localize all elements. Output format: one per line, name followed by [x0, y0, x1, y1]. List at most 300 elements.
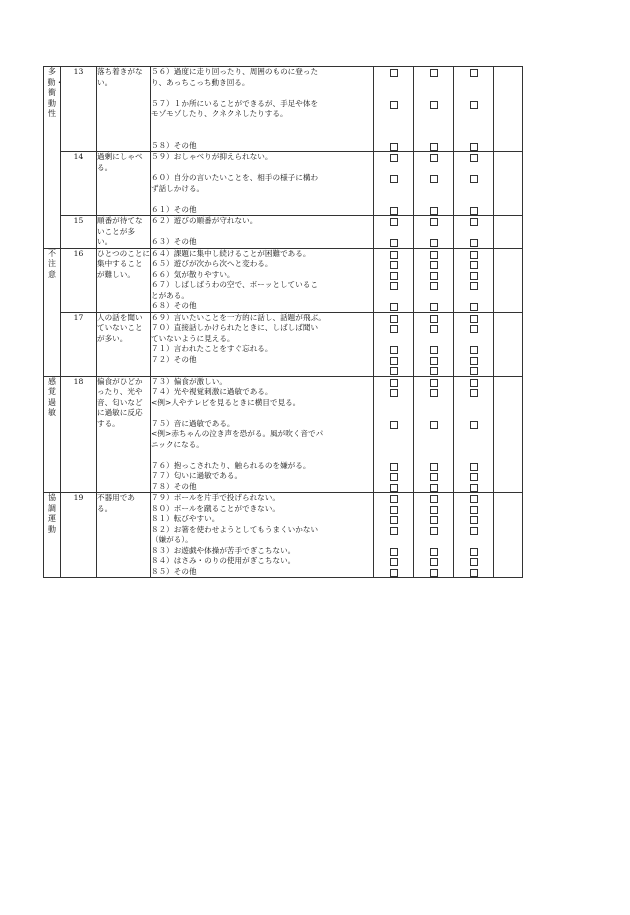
category-label: 感覚過敏 — [48, 376, 56, 417]
checkbox-line — [414, 280, 453, 291]
checkbox-line — [414, 535, 453, 546]
description-line: とがある。 — [151, 290, 189, 300]
item-description — [151, 67, 374, 152]
checkbox[interactable] — [390, 325, 398, 333]
checkbox[interactable] — [470, 282, 478, 290]
description-line: ６８）その他 — [151, 301, 197, 310]
checkbox-line — [454, 334, 493, 345]
description-line: ８４）はさみ・のりの使用がぎこちない。 — [151, 556, 296, 565]
description-line: ６９）言いたいことを一方的に話し、話題が飛ぶ。 — [151, 312, 326, 322]
checkbox[interactable] — [430, 251, 438, 259]
checkbox-line — [454, 216, 493, 227]
description-line: ８５）その他 — [151, 566, 197, 576]
checkbox[interactable] — [390, 473, 398, 481]
checkbox[interactable] — [470, 389, 478, 397]
table-row — [44, 216, 523, 249]
checkbox-line — [374, 387, 413, 398]
checkbox-line — [414, 525, 453, 536]
checkbox-line — [454, 556, 493, 567]
description-line: <例>人やテレビを見るときに横目で見る。 — [151, 397, 301, 407]
checkbox-column-2 — [414, 312, 454, 376]
checkbox-line — [414, 461, 453, 472]
description-line: ７０）直接話しかけられたときに、しばしば聞い — [151, 323, 319, 332]
description-line — [151, 120, 373, 131]
remarks-cell[interactable] — [494, 312, 523, 376]
table-row — [44, 376, 523, 493]
checkbox[interactable] — [390, 175, 398, 183]
checkbox-line — [374, 429, 413, 440]
checkbox[interactable] — [390, 389, 398, 397]
checkbox[interactable] — [430, 495, 438, 503]
checkbox[interactable] — [430, 473, 438, 481]
checkbox[interactable] — [390, 218, 398, 226]
checkbox-line — [414, 365, 453, 376]
checkbox[interactable] — [430, 548, 438, 556]
checkbox-line — [374, 88, 413, 99]
checkbox-line — [454, 259, 493, 270]
checkbox-column-1 — [374, 493, 414, 578]
description-line: ７１）言われたことをすぐ忘れる。 — [151, 344, 273, 353]
checkbox-line — [414, 237, 453, 248]
checkbox[interactable] — [470, 367, 478, 375]
checkbox[interactable] — [390, 239, 398, 247]
checkbox-line — [414, 78, 453, 89]
checkbox[interactable] — [390, 101, 398, 109]
checkbox-line — [414, 419, 453, 430]
checkbox-line — [454, 398, 493, 409]
checkbox-line — [454, 514, 493, 525]
item-number: 18 — [61, 376, 97, 493]
checkbox-line — [414, 504, 453, 515]
checkbox[interactable] — [470, 421, 478, 429]
checkbox-line — [374, 482, 413, 493]
checkbox[interactable] — [390, 569, 398, 577]
checkbox[interactable] — [430, 357, 438, 365]
description-line: ８０）ボールを蹴ることができない。 — [151, 503, 280, 513]
checkbox-line — [454, 194, 493, 205]
checkbox-line — [454, 493, 493, 504]
description-line: ６１）その他 — [151, 204, 197, 214]
item-description — [151, 493, 374, 578]
checkbox[interactable] — [390, 558, 398, 566]
checkbox[interactable] — [470, 516, 478, 524]
checkbox-line — [454, 471, 493, 482]
checkbox-line — [414, 429, 453, 440]
checkbox[interactable] — [390, 421, 398, 429]
checkbox[interactable] — [470, 272, 478, 280]
checkbox-line — [374, 173, 413, 184]
checkbox-column-2 — [414, 67, 454, 152]
checkbox-line — [414, 249, 453, 260]
checkbox-line — [454, 99, 493, 110]
description-line — [151, 130, 373, 141]
checkbox-line — [414, 387, 453, 398]
checkbox-line — [454, 419, 493, 430]
checkbox-line — [454, 130, 493, 141]
checkbox[interactable] — [470, 101, 478, 109]
checkbox-column-3 — [454, 493, 494, 578]
checkbox[interactable] — [430, 272, 438, 280]
checkbox-line — [374, 280, 413, 291]
checkbox-column-3 — [454, 312, 494, 376]
item-description — [151, 248, 374, 312]
checkbox[interactable] — [390, 346, 398, 354]
checkbox-line — [374, 334, 413, 345]
checkbox[interactable] — [430, 69, 438, 77]
description-line: ７３）偏食が激しい。 — [151, 376, 227, 386]
description-line: ７６）抱っこされたり、触られるのを嫌がる。 — [151, 460, 311, 470]
checkbox[interactable] — [390, 143, 398, 151]
checkbox[interactable] — [430, 207, 438, 215]
checkbox[interactable] — [430, 175, 438, 183]
checkbox[interactable] — [390, 69, 398, 77]
description-line: ７５）音に過敏である。 — [151, 418, 235, 428]
checkbox[interactable] — [470, 357, 478, 365]
checkbox-line — [374, 227, 413, 238]
checkbox[interactable] — [470, 506, 478, 514]
checkbox[interactable] — [430, 506, 438, 514]
item-number: 13 — [61, 67, 97, 152]
description-line: ５７）１か所にいることができるが、手足や体を — [151, 98, 319, 108]
checkbox[interactable] — [390, 272, 398, 280]
description-line: <例>赤ちゃんの泣き声を恐がる。風が吹く音でパ — [151, 429, 324, 438]
description-line: ていないように見える。 — [151, 333, 235, 343]
checkbox[interactable] — [470, 143, 478, 151]
checkbox[interactable] — [390, 516, 398, 524]
checkbox-line — [454, 482, 493, 493]
checkbox-line — [414, 408, 453, 419]
description-line: ５８）その他 — [151, 140, 197, 150]
description-line: ６４）課題に集中し続けることが困難である。 — [151, 248, 311, 258]
checkbox-column-2 — [414, 493, 454, 578]
checkbox-line — [414, 184, 453, 195]
checkbox-line — [414, 301, 453, 312]
checkbox-line — [374, 408, 413, 419]
checkbox-line — [414, 334, 453, 345]
checkbox[interactable] — [470, 379, 478, 387]
checkbox[interactable] — [390, 527, 398, 535]
checkbox-line — [374, 556, 413, 567]
description-line: ず話しかける。 — [151, 183, 205, 193]
description-line: ６６）気が散りやすい。 — [151, 269, 235, 279]
description-line: ７７）匂いに過敏である。 — [151, 471, 243, 480]
checkbox-line — [374, 461, 413, 472]
description-line — [151, 227, 373, 238]
checkbox-line — [414, 141, 453, 152]
checkbox-column-3 — [454, 67, 494, 152]
item-label: 偏食がひどかったり、光や音、匂いなどに過敏に反応する。 — [97, 376, 151, 493]
checkbox-line — [374, 535, 413, 546]
checkbox[interactable] — [470, 315, 478, 323]
item-number: 14 — [61, 152, 97, 216]
checkbox-line — [454, 387, 493, 398]
checkbox[interactable] — [390, 154, 398, 162]
checkbox-line — [414, 514, 453, 525]
remarks-cell[interactable] — [494, 376, 523, 493]
checkbox[interactable] — [470, 239, 478, 247]
description-line: ６０）自分の言いたいことを、相手の様子に構わ — [151, 173, 319, 182]
checkbox-line — [414, 216, 453, 227]
checkbox-line — [414, 450, 453, 461]
item-label: ひとつのことに集中することが難しい。 — [97, 248, 151, 312]
checkbox-line — [454, 535, 493, 546]
checkbox-line — [454, 461, 493, 472]
checkbox[interactable] — [390, 251, 398, 259]
checkbox[interactable] — [390, 315, 398, 323]
checkbox-line — [374, 365, 413, 376]
checkbox-line — [374, 419, 413, 430]
checkbox[interactable] — [470, 548, 478, 556]
checkbox-line — [414, 355, 453, 366]
checkbox[interactable] — [470, 484, 478, 492]
checkbox-column-3 — [454, 376, 494, 493]
remarks-cell[interactable] — [494, 248, 523, 312]
checkbox[interactable] — [470, 325, 478, 333]
checkbox-line — [454, 408, 493, 419]
checkbox[interactable] — [430, 389, 438, 397]
checkbox-line — [414, 546, 453, 557]
description-line: ６３）その他 — [151, 237, 197, 246]
checkbox-line — [374, 377, 413, 388]
checkbox[interactable] — [430, 154, 438, 162]
checkbox-line — [374, 205, 413, 216]
checkbox[interactable] — [390, 282, 398, 290]
description-line — [151, 194, 373, 205]
description-line: ７２）その他 — [151, 354, 197, 364]
checkbox-line — [374, 249, 413, 260]
checkbox[interactable] — [470, 463, 478, 471]
checkbox-line — [414, 163, 453, 174]
category-cell — [44, 67, 64, 249]
checkbox-line — [454, 78, 493, 89]
checkbox-line — [414, 173, 453, 184]
checkbox-line — [374, 344, 413, 355]
checkbox-line — [374, 194, 413, 205]
checkbox-line — [414, 291, 453, 302]
checkbox-line — [454, 504, 493, 515]
checkbox-line — [454, 88, 493, 99]
checkbox-line — [414, 270, 453, 281]
checkbox[interactable] — [470, 346, 478, 354]
checkbox[interactable] — [430, 101, 438, 109]
checkbox-line — [454, 184, 493, 195]
item-number: 16 — [61, 248, 97, 312]
item-number: 15 — [61, 216, 97, 249]
checkbox[interactable] — [430, 516, 438, 524]
checkbox-column-2 — [414, 248, 454, 312]
checkbox[interactable] — [390, 506, 398, 514]
checkbox-line — [414, 194, 453, 205]
checkbox[interactable] — [470, 569, 478, 577]
checkbox-line — [414, 440, 453, 451]
checkbox[interactable] — [390, 207, 398, 215]
checkbox-line — [454, 567, 493, 578]
checkbox[interactable] — [390, 463, 398, 471]
checkbox-line — [454, 120, 493, 131]
table-row — [44, 248, 523, 312]
item-label: 人の話を聞いていないことが多い。 — [97, 312, 151, 376]
checkbox[interactable] — [470, 69, 478, 77]
checkbox[interactable] — [390, 379, 398, 387]
item-description — [151, 152, 374, 216]
checkbox-line — [374, 141, 413, 152]
checkbox-line — [414, 482, 453, 493]
checkbox-line — [374, 514, 413, 525]
checkbox-line — [414, 205, 453, 216]
category-label: 多動・衝動性 — [47, 67, 64, 118]
checkbox-line — [414, 152, 453, 163]
checkbox[interactable] — [430, 484, 438, 492]
checkbox[interactable] — [430, 558, 438, 566]
checkbox[interactable] — [430, 463, 438, 471]
checkbox-line — [414, 120, 453, 131]
table-row — [44, 493, 523, 578]
checkbox[interactable] — [470, 495, 478, 503]
checkbox-line — [414, 313, 453, 324]
checkbox-line — [374, 78, 413, 89]
checkbox[interactable] — [430, 303, 438, 311]
description-line: ６２）遊びの順番が守れない。 — [151, 216, 258, 225]
description-line: ６７）しばしばうわの空で、ボーッとしているこ — [151, 280, 318, 289]
checkbox[interactable] — [470, 218, 478, 226]
checkbox-line — [374, 301, 413, 312]
item-label: 順番が待てないことが多い。 — [97, 216, 151, 249]
checkbox[interactable] — [430, 346, 438, 354]
checkbox-line — [454, 301, 493, 312]
checkbox-line — [414, 377, 453, 388]
checkbox[interactable] — [390, 357, 398, 365]
checkbox-line — [374, 567, 413, 578]
checkbox-line — [374, 323, 413, 334]
checkbox[interactable] — [470, 251, 478, 259]
checkbox-column-1 — [374, 67, 414, 152]
checkbox[interactable] — [430, 325, 438, 333]
checkbox-line — [454, 291, 493, 302]
checkbox[interactable] — [430, 569, 438, 577]
description-line: ７８）その他 — [151, 481, 197, 491]
checkbox-line — [454, 67, 493, 78]
checkbox[interactable] — [430, 218, 438, 226]
checkbox[interactable] — [470, 207, 478, 215]
description-line — [151, 365, 373, 376]
checkbox-column-1 — [374, 376, 414, 493]
checkbox[interactable] — [470, 303, 478, 311]
table-row — [44, 312, 523, 376]
checkbox[interactable] — [390, 303, 398, 311]
checkbox-line — [374, 504, 413, 515]
checkbox-line — [414, 567, 453, 578]
checkbox-line — [374, 216, 413, 227]
checkbox-line — [374, 493, 413, 504]
item-description — [151, 376, 374, 493]
item-description — [151, 312, 374, 376]
checkbox-line — [374, 355, 413, 366]
remarks-cell[interactable] — [494, 493, 523, 578]
checkbox[interactable] — [470, 175, 478, 183]
checkbox-line — [414, 471, 453, 482]
checkbox-line — [414, 556, 453, 567]
checkbox[interactable] — [430, 421, 438, 429]
checkbox-line — [374, 163, 413, 174]
checkbox[interactable] — [470, 527, 478, 535]
checkbox-line — [454, 205, 493, 216]
checkbox-line — [374, 120, 413, 131]
checkbox[interactable] — [470, 473, 478, 481]
remarks-cell[interactable] — [494, 67, 523, 152]
checkbox[interactable] — [430, 379, 438, 387]
table-row — [44, 152, 523, 216]
category-cell — [44, 493, 61, 578]
checkbox-line — [454, 249, 493, 260]
checkbox[interactable] — [390, 548, 398, 556]
checkbox-line — [454, 109, 493, 120]
item-description — [151, 216, 374, 249]
description-line — [151, 88, 373, 99]
checkbox-column-1 — [374, 216, 414, 249]
checkbox-line — [414, 99, 453, 110]
checkbox-line — [374, 99, 413, 110]
item-label: 落ち着きがない。 — [97, 67, 151, 152]
category-label: 不注意 — [48, 248, 56, 279]
checkbox-line — [374, 471, 413, 482]
checkbox[interactable] — [430, 143, 438, 151]
description-line: ８２）お箸を使わせようとしてもうまくいかない — [151, 524, 319, 534]
checkbox-line — [414, 88, 453, 99]
checkbox[interactable] — [470, 558, 478, 566]
checkbox-line — [454, 227, 493, 238]
checkbox[interactable] — [430, 239, 438, 247]
checkbox[interactable] — [430, 367, 438, 375]
checkbox[interactable] — [430, 261, 438, 269]
description-line: ８１）転びやすい。 — [151, 514, 220, 523]
checkbox-line — [374, 184, 413, 195]
checkbox-line — [374, 450, 413, 461]
description-line: ８３）お遊戯や体操が苦手でぎこちない。 — [151, 545, 296, 555]
checkbox-line — [454, 355, 493, 366]
checkbox[interactable] — [390, 484, 398, 492]
checkbox[interactable] — [470, 261, 478, 269]
checkbox-line — [454, 429, 493, 440]
remarks-cell[interactable] — [494, 216, 523, 249]
description-line — [151, 163, 373, 174]
checkbox-line — [454, 525, 493, 536]
checkbox-column-3 — [454, 248, 494, 312]
checkbox-line — [454, 141, 493, 152]
checkbox-line — [374, 440, 413, 451]
checkbox[interactable] — [390, 261, 398, 269]
checkbox[interactable] — [390, 367, 398, 375]
checkbox-line — [374, 259, 413, 270]
description-line: ニックになる。 — [151, 439, 204, 449]
remarks-cell[interactable] — [494, 152, 523, 216]
description-line: ５６）過度に走り回ったり、周囲のものに登った — [151, 67, 319, 76]
checkbox-line — [454, 450, 493, 461]
checkbox[interactable] — [430, 527, 438, 535]
item-label: 不器用である。 — [97, 493, 151, 578]
checkbox-line — [414, 323, 453, 334]
checkbox-line — [454, 323, 493, 334]
checkbox-line — [454, 365, 493, 376]
checkbox-line — [454, 270, 493, 281]
checkbox[interactable] — [470, 154, 478, 162]
checkbox-line — [414, 493, 453, 504]
checkbox[interactable] — [430, 315, 438, 323]
checkbox[interactable] — [390, 495, 398, 503]
checkbox[interactable] — [430, 282, 438, 290]
checkbox-line — [414, 130, 453, 141]
checkbox-line — [374, 237, 413, 248]
checkbox-line — [374, 398, 413, 409]
